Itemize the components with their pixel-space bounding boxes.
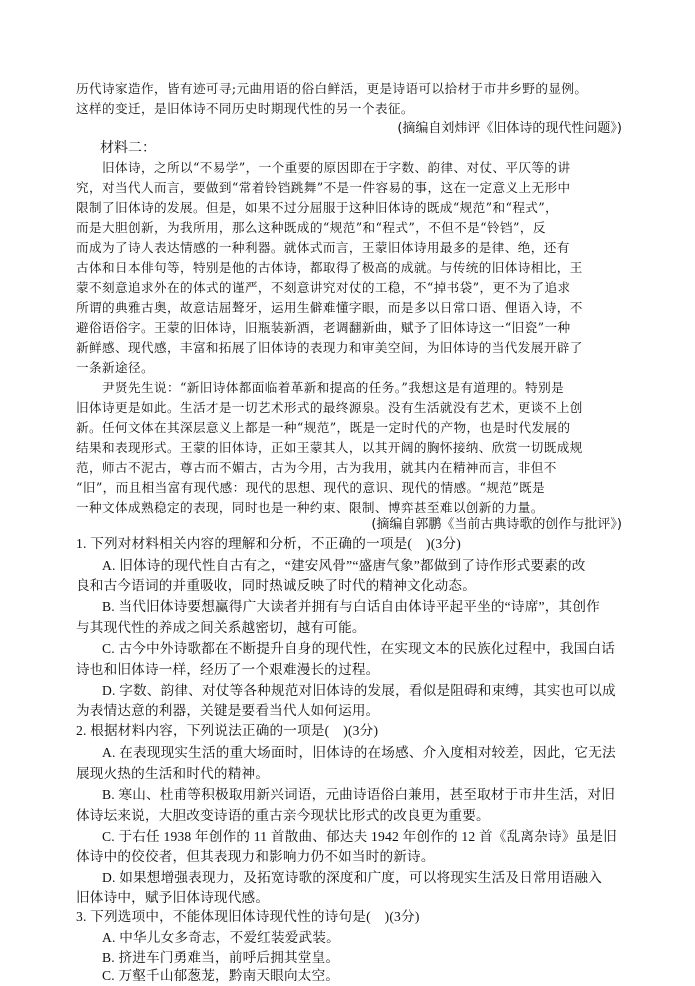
text-line: 旧体诗中，赋予旧体诗现代感。 — [76, 890, 270, 905]
question-2-option-d: D. 如果想增强表现力，及拓宽诗歌的深度和广度，可以将现实生活及日常用语融入 — [102, 870, 602, 885]
text-line: 为表情达意的利器，关键是要看当代人如何运用。 — [76, 703, 380, 718]
question-2-stem: 2. 根据材料内容，下列说法正确的一项是( )(3分) — [76, 723, 379, 738]
text-line: 而成为了诗人表达情感的一种利器。就体式而言，王蒙旧体诗用最多的是律、绝，还有 — [76, 240, 570, 255]
text-line: 体诗坛来说，大胆改变诗语的重古亲今现状比形式的改良更为重要。 — [76, 808, 490, 823]
text-line: 旧体诗更是如此。生活才是一切艺术形式的最终源泉。没有生活就没有艺术，更谈不上创 — [76, 400, 583, 415]
question-3-option-c: C. 万壑千山郁葱茏，黔南天眼向太空。 — [102, 968, 340, 983]
text-line: 结果和表现形式。王蒙的旧体诗，正如王蒙其人，以其开阔的胸怀接纳、欣赏一切既成规 — [76, 440, 583, 455]
text-line: 体诗中的佼佼者，但其表现力和影响力仍不如当时的新诗。 — [76, 849, 435, 864]
text-line: 尹贤先生说：“新旧诗体都面临着革新和提高的任务。”我想这是有道理的。特别是 — [102, 380, 565, 395]
text-line: 范，师古不泥古，尊古而不媚古，古为今用，古为我用，就其内在精神而言，非但不 — [76, 460, 557, 475]
question-1-option-d: D. 字数、韵律、对仗等各种规范对旧体诗的发展，看似是阻碍和束缚，其实也可以成 — [102, 683, 616, 698]
question-1-option-a: A. 旧体诗的现代性自古有之，“建安风骨”“盛唐气象”都做到了诗作形式要素的改 — [102, 558, 586, 573]
section-heading: 材料二： — [100, 140, 156, 156]
text-line: 究，对当代人而言，要做到“常着铃铛跳舞”不是一件容易的事，这在一定意义上无形中 — [76, 180, 571, 195]
text-line: 展现火热的生活和时代的精神。 — [76, 766, 270, 781]
source-citation: (摘编自郭鹏《当前古典诗歌的创作与批评》) — [371, 517, 622, 532]
text-line: 良和古今语词的并重吸收，同时热诚反映了时代的精神文化动态。 — [76, 578, 477, 593]
question-2-option-a: A. 在表现现实生活的重大场面时，旧体诗的在场感、介入度相对较差，因此，它无法 — [102, 745, 616, 760]
text-line: 所谓的典雅古奥，故意诘屈聱牙，运用生僻难懂字眼，而是多以日常口语、俚语入诗，不 — [76, 300, 583, 315]
text-line: 新。任何文体在其深层意义上都是一种“规范”，既是一定时代的产物，也是时代发展的 — [76, 420, 571, 435]
text-line: 历代诗家造作，皆有迹可寻;元曲用语的俗白鲜活，更是诗语可以拾材于市井乡野的显例。 — [76, 81, 588, 96]
question-2-option-c: C. 于右任 1938 年创作的 11 首散曲、郁达夫 1942 年创作的 12 首《乱离杂诗》虽是旧 — [102, 829, 617, 844]
text-line: 而是大胆创新，为我所用，那么这种既成的“规范”和“程式”，不但不是“铃铛”，反 — [76, 220, 546, 235]
question-1-option-c: C. 古今中外诗歌都在不断提升自身的现代性，在实现文本的民族化过程中，我国白话 — [102, 641, 616, 656]
question-1-stem: 1. 下列对材料相关内容的理解和分析，不正确的一项是( )(3分) — [76, 536, 461, 551]
text-line: 避俗语俗字。王蒙的旧体诗，旧瓶装新酒，老调翻新曲，赋予了旧体诗这一“旧瓷”一种 — [76, 320, 571, 335]
text-line: 旧体诗，之所以“不易学”，一个重要的原因即在于字数、韵律、对仗、平仄等的讲 — [102, 160, 571, 175]
text-line: 一种文体成熟稳定的表现，同时也是一种约束、限制、博弈甚至难以创新的力量。 — [76, 500, 544, 515]
text-line: 古体和日本俳句等，特别是他的古体诗，都取得了极高的成就。与传统的旧体诗相比，王 — [76, 260, 583, 275]
text-line: 诗也和旧体诗一样，经历了一个艰难漫长的过程。 — [76, 662, 380, 677]
text-line: “旧”，而且相当富有现代感：现代的思想、现代的意识、现代的情感。“规范”既是 — [76, 480, 546, 495]
text-line: 一条新途径。 — [76, 360, 154, 375]
text-line: 与其现代性的养成之间关系越密切，越有可能。 — [76, 620, 366, 635]
text-line: 新鲜感、现代感，丰富和拓展了旧体诗的表现力和审美空间，为旧体诗的当代发展开辟了 — [76, 340, 583, 355]
question-3-option-b: B. 挤进车门勇难当，前呼后拥其堂皇。 — [102, 950, 340, 965]
question-3-stem: 3. 下列选项中，不能体现旧体诗现代性的诗句是( )(3分) — [76, 909, 420, 924]
text-line: 蒙不刻意追求外在的体式的谨严，不刻意讲究对仗的工稳，不“掉书袋”，更不为了追求 — [76, 280, 571, 295]
source-citation: (摘编自刘炜评《旧体诗的现代性问题》) — [397, 121, 622, 136]
question-3-option-a: A. 中华儿女多奇志，不爱红装爱武装。 — [102, 930, 340, 945]
text-line: 这样的变迁，是旧体诗不同历史时期现代性的另一个表征。 — [76, 101, 414, 116]
text-line: 限制了旧体诗的发展。但是，如果不过分屈服于这种旧体诗的既成“规范”和“程式”， — [76, 200, 559, 215]
question-2-option-b: B. 寒山、杜甫等积极取用新兴词语，元曲诗语俗白兼用，甚至取材于市井生活，对旧 — [102, 787, 616, 802]
question-1-option-b: B. 当代旧体诗要想赢得广大读者并拥有与白话自由体诗平起平坐的“诗席”，其创作 — [102, 599, 600, 614]
